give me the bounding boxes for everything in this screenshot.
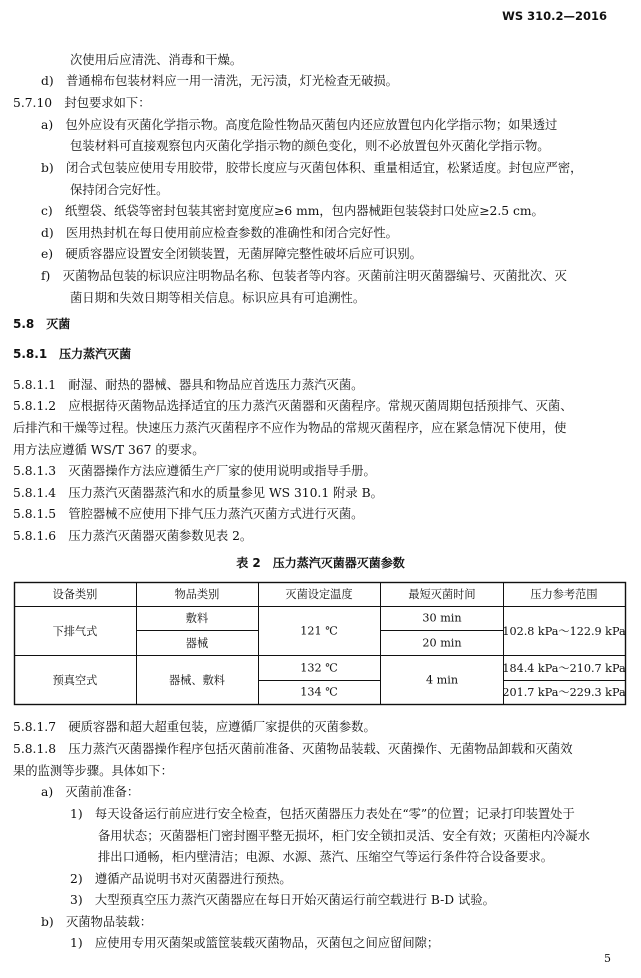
text-line: 包装材料可直接观察包内灭菌化学指示物的颜色变化，则不必放置包外灭菌化学指示物。 — [70, 139, 550, 153]
table-cell: 201.7 kPa～229.3 kPa — [502, 686, 626, 699]
table-header-cell: 物品类别 — [174, 588, 220, 601]
clause-5-8-1-7: 5.8.1.7 硬质容器和超大超重包装，应遵循厂家提供的灭菌参数。 — [13, 720, 376, 734]
list-item-a: a) 灭菌前准备： — [41, 785, 140, 799]
text-line: 保持闭合完好性。 — [70, 183, 169, 197]
table-cell: 134 ℃ — [300, 685, 338, 699]
clause-5-8-1-6: 5.8.1.6 压力蒸汽灭菌器灭菌参数见表 2。 — [13, 529, 253, 543]
text-line: 果的监测等步骤。具体如下： — [13, 764, 173, 778]
table-cell: 4 min — [425, 673, 459, 687]
table-cell: 预真空式 — [52, 674, 98, 687]
clause-5-8-1-1: 5.8.1.1 耐湿、耐热的器械、器具和物品应首选压力蒸汽灭菌。 — [13, 378, 364, 392]
list-item-a: a) 包外应设有灭菌化学指示物。高度危险性物品灭菌包内还应放置包内化学指示物；如果透过 — [41, 118, 558, 132]
text-line: 菌日期和失效日期等相关信息。标识应具有可追溯性。 — [70, 291, 366, 305]
list-item-e: e) 硬质容器应设置安全闭锁装置，无菌屏障完整性破坏后应可识别。 — [41, 247, 422, 261]
list-item-b: b) 闭合式包装应使用专用胶带，胶带长度应与灭菌包体积、重量相适宜，松紧适度。封包应严密， — [41, 161, 583, 175]
text-line: 次使用后应清洗、消毒和干燥。 — [70, 53, 243, 67]
text-line: 后排汽和干燥等过程。快速压力蒸汽灭菌程序不应作为物品的常规灭菌程序，应在紧急情况下使用，使 — [13, 421, 567, 435]
header-standard-number: WS 310.2—2016 — [502, 9, 607, 23]
table-cell: 121 ℃ — [300, 624, 338, 638]
table-cell: 敷料 — [185, 612, 209, 625]
sub-item-1: 1) 应使用专用灭菌架或篮筐装载灭菌物品，灭菌包之间应留间隙； — [70, 936, 440, 950]
table-cell: 20 min — [422, 636, 462, 650]
sub-item-1: 1) 每天设备运行前应进行安全检查，包括灭菌器压力表处在“零”的位置；记录打印装置处于 — [70, 807, 575, 821]
clause-5-8-1-2: 5.8.1.2 应根据待灭菌物品选择适宜的压力蒸汽灭菌器和灭菌程序。常规灭菌周期包括预排气、灭菌、 — [13, 399, 573, 413]
table-cell: 184.4 kPa～210.7 kPa — [502, 662, 626, 675]
table-header-cell: 灭菌设定温度 — [285, 588, 353, 601]
table-cell: 102.8 kPa～122.9 kPa — [502, 625, 626, 638]
table-cell: 器械、敷料 — [169, 674, 225, 687]
list-item-f: f) 灭菌物品包装的标识应注明物品名称、包装者等内容。灭菌前注明灭菌器编号、灭菌批次、灭 — [41, 269, 567, 283]
text-line: 排出口通畅，柜内壁清洁；电源、水源、蒸汽、压缩空气等运行条件符合设备要求。 — [98, 850, 553, 864]
clause-5-8-1-5: 5.8.1.5 管腔器械不应使用下排气压力蒸汽灭菌方式进行灭菌。 — [13, 507, 364, 521]
table-cell: 30 min — [422, 611, 462, 625]
table-caption: 表 2 压力蒸汽灭菌器灭菌参数 — [236, 556, 405, 570]
clause-5-8-1-3: 5.8.1.3 灭菌器操作方法应遵循生产厂家的使用说明或指导手册。 — [13, 464, 376, 478]
table-header-cell: 最短灭菌时间 — [408, 588, 476, 601]
clause-5-7-10: 5.7.10 封包要求如下： — [13, 96, 151, 110]
table-cell: 下排气式 — [52, 625, 98, 638]
clause-5-8-1-4: 5.8.1.4 压力蒸汽灭菌器蒸汽和水的质量参见 WS 310.1 附录 B。 — [13, 486, 383, 500]
text-line: 用方法应遵循 WS/T 367 的要求。 — [13, 443, 205, 457]
list-item-d: d) 医用热封机在每日使用前应检查参数的准确性和闭合完好性。 — [41, 226, 398, 240]
sub-item-3: 3) 大型预真空压力蒸汽灭菌器应在每日开始灭菌运行前空载进行 B-D 试验。 — [70, 893, 495, 907]
clause-5-8-1-8: 5.8.1.8 压力蒸汽灭菌器操作程序包括灭菌前准备、灭菌物品装载、灭菌操作、无菌物品卸载和灭菌效 — [13, 742, 573, 756]
sub-item-2: 2) 遵循产品说明书对灭菌器进行预热。 — [70, 872, 292, 886]
text-line: 备用状态；灭菌器柜门密封圈平整无损坏，柜门安全锁扣灵活、安全有效；灭菌柜内冷凝水 — [98, 829, 590, 843]
table-cell: 器械 — [185, 637, 209, 650]
table-header-cell: 压力参考范围 — [530, 588, 598, 601]
list-item-d: d) 普通棉布包装材料应一用一清洗，无污渍，灯光检查无破损。 — [41, 74, 398, 88]
table-cell: 132 ℃ — [300, 661, 338, 675]
section-heading-5-8-1: 5.8.1 压力蒸汽灭菌 — [13, 347, 132, 361]
list-item-b: b) 灭菌物品装载： — [41, 915, 153, 929]
list-item-c: c) 纸塑袋、纸袋等密封包装其密封宽度应≥6 mm，包内器械距包装袋封口处应≥2.5 cm。 — [41, 204, 544, 218]
section-heading-5-8: 5.8 灭菌 — [13, 317, 71, 331]
table-header-cell: 设备类别 — [52, 588, 98, 601]
page-number: 5 — [604, 952, 611, 965]
